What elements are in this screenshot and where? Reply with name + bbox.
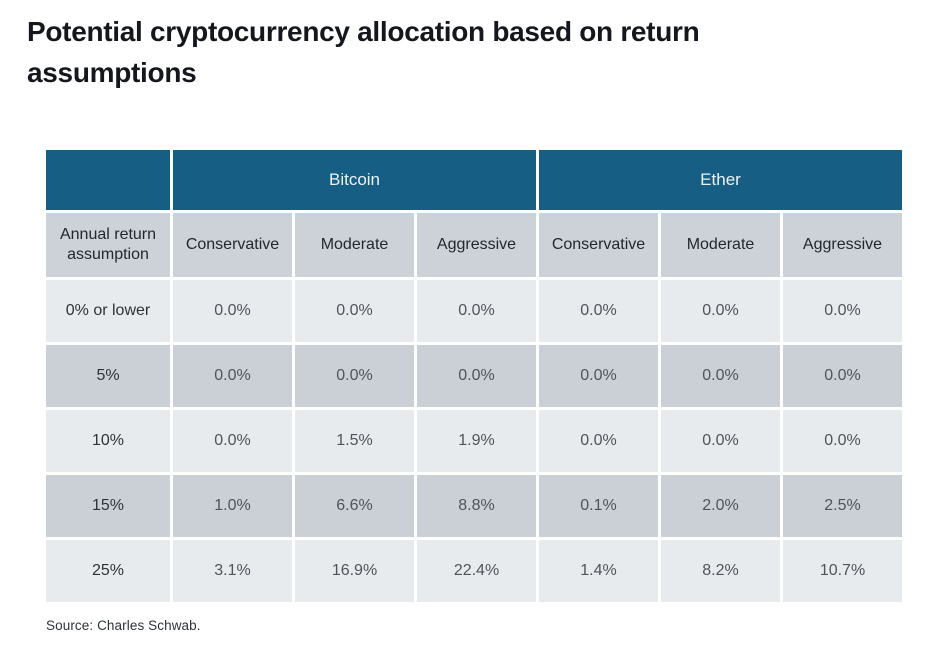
cell-value: 1.9% — [417, 410, 536, 472]
cell-value: 0.0% — [173, 410, 292, 472]
group-header-ether: Ether — [539, 150, 902, 210]
column-header-annual-return: Annual return assumption — [46, 213, 170, 277]
column-header-btc-aggressive: Aggressive — [417, 213, 536, 277]
cell-value: 0.0% — [783, 280, 902, 342]
cell-value: 0.0% — [539, 345, 658, 407]
cell-value: 0.0% — [173, 345, 292, 407]
cell-value: 2.5% — [783, 475, 902, 537]
page-title: Potential cryptocurrency allocation based on return assumptions — [27, 16, 700, 88]
cell-value: 0.0% — [661, 345, 780, 407]
table-row — [46, 540, 902, 602]
table-row — [46, 475, 902, 537]
row-label: 5% — [46, 345, 170, 407]
column-header-btc-moderate: Moderate — [295, 213, 414, 277]
cell-value: 0.0% — [539, 280, 658, 342]
column-header-row — [46, 213, 902, 277]
cell-value: 6.6% — [295, 475, 414, 537]
cell-value: 8.2% — [661, 540, 780, 602]
cell-value: 1.0% — [173, 475, 292, 537]
row-label: 10% — [46, 410, 170, 472]
cell-value: 22.4% — [417, 540, 536, 602]
cell-value: 3.1% — [173, 540, 292, 602]
group-header-bitcoin: Bitcoin — [173, 150, 536, 210]
cell-value: 1.5% — [295, 410, 414, 472]
row-label: 0% or lower — [46, 280, 170, 342]
cell-value: 0.0% — [417, 345, 536, 407]
column-header-eth-conservative: Conservative — [539, 213, 658, 277]
cell-value: 0.0% — [661, 280, 780, 342]
cell-value: 1.4% — [539, 540, 658, 602]
table-row — [46, 280, 902, 342]
allocation-table — [43, 147, 905, 605]
cell-value: 0.0% — [417, 280, 536, 342]
column-header-btc-conservative: Conservative — [173, 213, 292, 277]
cell-value: 0.0% — [783, 410, 902, 472]
cell-value: 10.7% — [783, 540, 902, 602]
cell-value: 8.8% — [417, 475, 536, 537]
group-header-row — [46, 150, 902, 210]
cell-value: 16.9% — [295, 540, 414, 602]
cell-value: 0.0% — [173, 280, 292, 342]
table-row — [46, 410, 902, 472]
cell-value: 0.0% — [539, 410, 658, 472]
corner-cell — [46, 150, 170, 210]
cell-value: 0.0% — [783, 345, 902, 407]
table-row — [46, 345, 902, 407]
row-label: 25% — [46, 540, 170, 602]
cell-value: 0.0% — [295, 280, 414, 342]
cell-value: 0.0% — [661, 410, 780, 472]
row-label: 15% — [46, 475, 170, 537]
cell-value: 2.0% — [661, 475, 780, 537]
source-note: Source: Charles Schwab. — [46, 618, 201, 633]
cell-value: 0.1% — [539, 475, 658, 537]
column-header-eth-aggressive: Aggressive — [783, 213, 902, 277]
column-header-eth-moderate: Moderate — [661, 213, 780, 277]
cell-value: 0.0% — [295, 345, 414, 407]
